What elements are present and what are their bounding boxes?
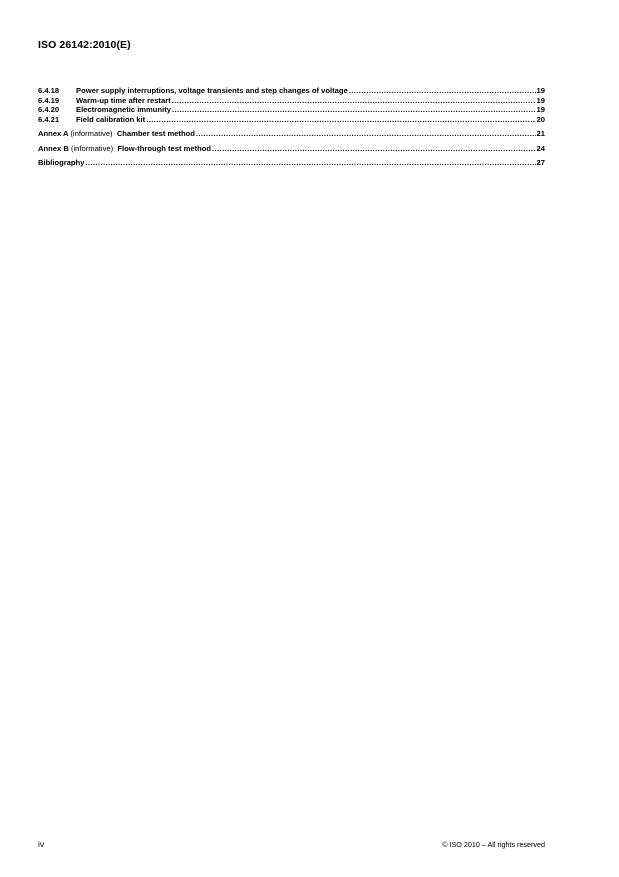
toc-entry-number: 6.4.20 (38, 105, 60, 114)
toc-bibliography[interactable] (38, 158, 545, 168)
toc-entry-number: 6.4.19 (38, 95, 60, 105)
toc-entry-number: 6.4.18 (38, 86, 60, 95)
dot-leader (172, 105, 536, 115)
annex-title: Chamber test method (116, 129, 195, 138)
annex-label: Annex B (38, 143, 69, 153)
bibliography-page: 27 (536, 158, 545, 167)
page-number: iv (38, 839, 45, 849)
dot-leader (196, 129, 536, 139)
toc-annex-b[interactable] (38, 144, 545, 154)
toc-entry-page: 19 (536, 86, 545, 95)
toc-entry-title: Warm-up time after restart (76, 95, 171, 105)
annex-type: (informative) (70, 143, 114, 153)
bibliography-title: Bibliography (38, 158, 85, 167)
document-header: ISO 26142:2010(E) (38, 39, 131, 51)
table-of-contents (38, 86, 545, 168)
toc-entry-title: Power supply interruptions, voltage transients and step changes of voltage (76, 86, 348, 95)
toc-entry-number: 6.4.21 (38, 114, 60, 124)
toc-entry-page: 20 (536, 114, 545, 124)
dot-leader (146, 115, 535, 125)
toc-entry-page: 19 (536, 95, 545, 105)
annex-label: Annex A (38, 129, 69, 138)
annex-page: 24 (536, 143, 545, 153)
dot-leader (85, 158, 535, 168)
copyright-notice: © ISO 2010 – All rights reserved (442, 840, 545, 849)
toc-entry-6-4-20[interactable] (38, 105, 545, 115)
toc-entry-6-4-21[interactable] (38, 115, 545, 125)
toc-entry-6-4-19[interactable] (38, 96, 545, 106)
annex-type: (informative) (70, 129, 113, 138)
dot-leader (349, 86, 536, 96)
annex-title: Flow-through test method (117, 143, 212, 153)
dot-leader (172, 96, 536, 106)
dot-leader (212, 144, 536, 154)
toc-entry-6-4-18[interactable] (38, 86, 545, 96)
toc-entry-title: Electromagnetic immunity (76, 105, 171, 114)
toc-annex-a[interactable] (38, 129, 545, 139)
annex-page: 21 (536, 129, 545, 138)
toc-entry-page: 19 (536, 105, 545, 114)
toc-entry-title: Field calibration kit (76, 114, 146, 124)
